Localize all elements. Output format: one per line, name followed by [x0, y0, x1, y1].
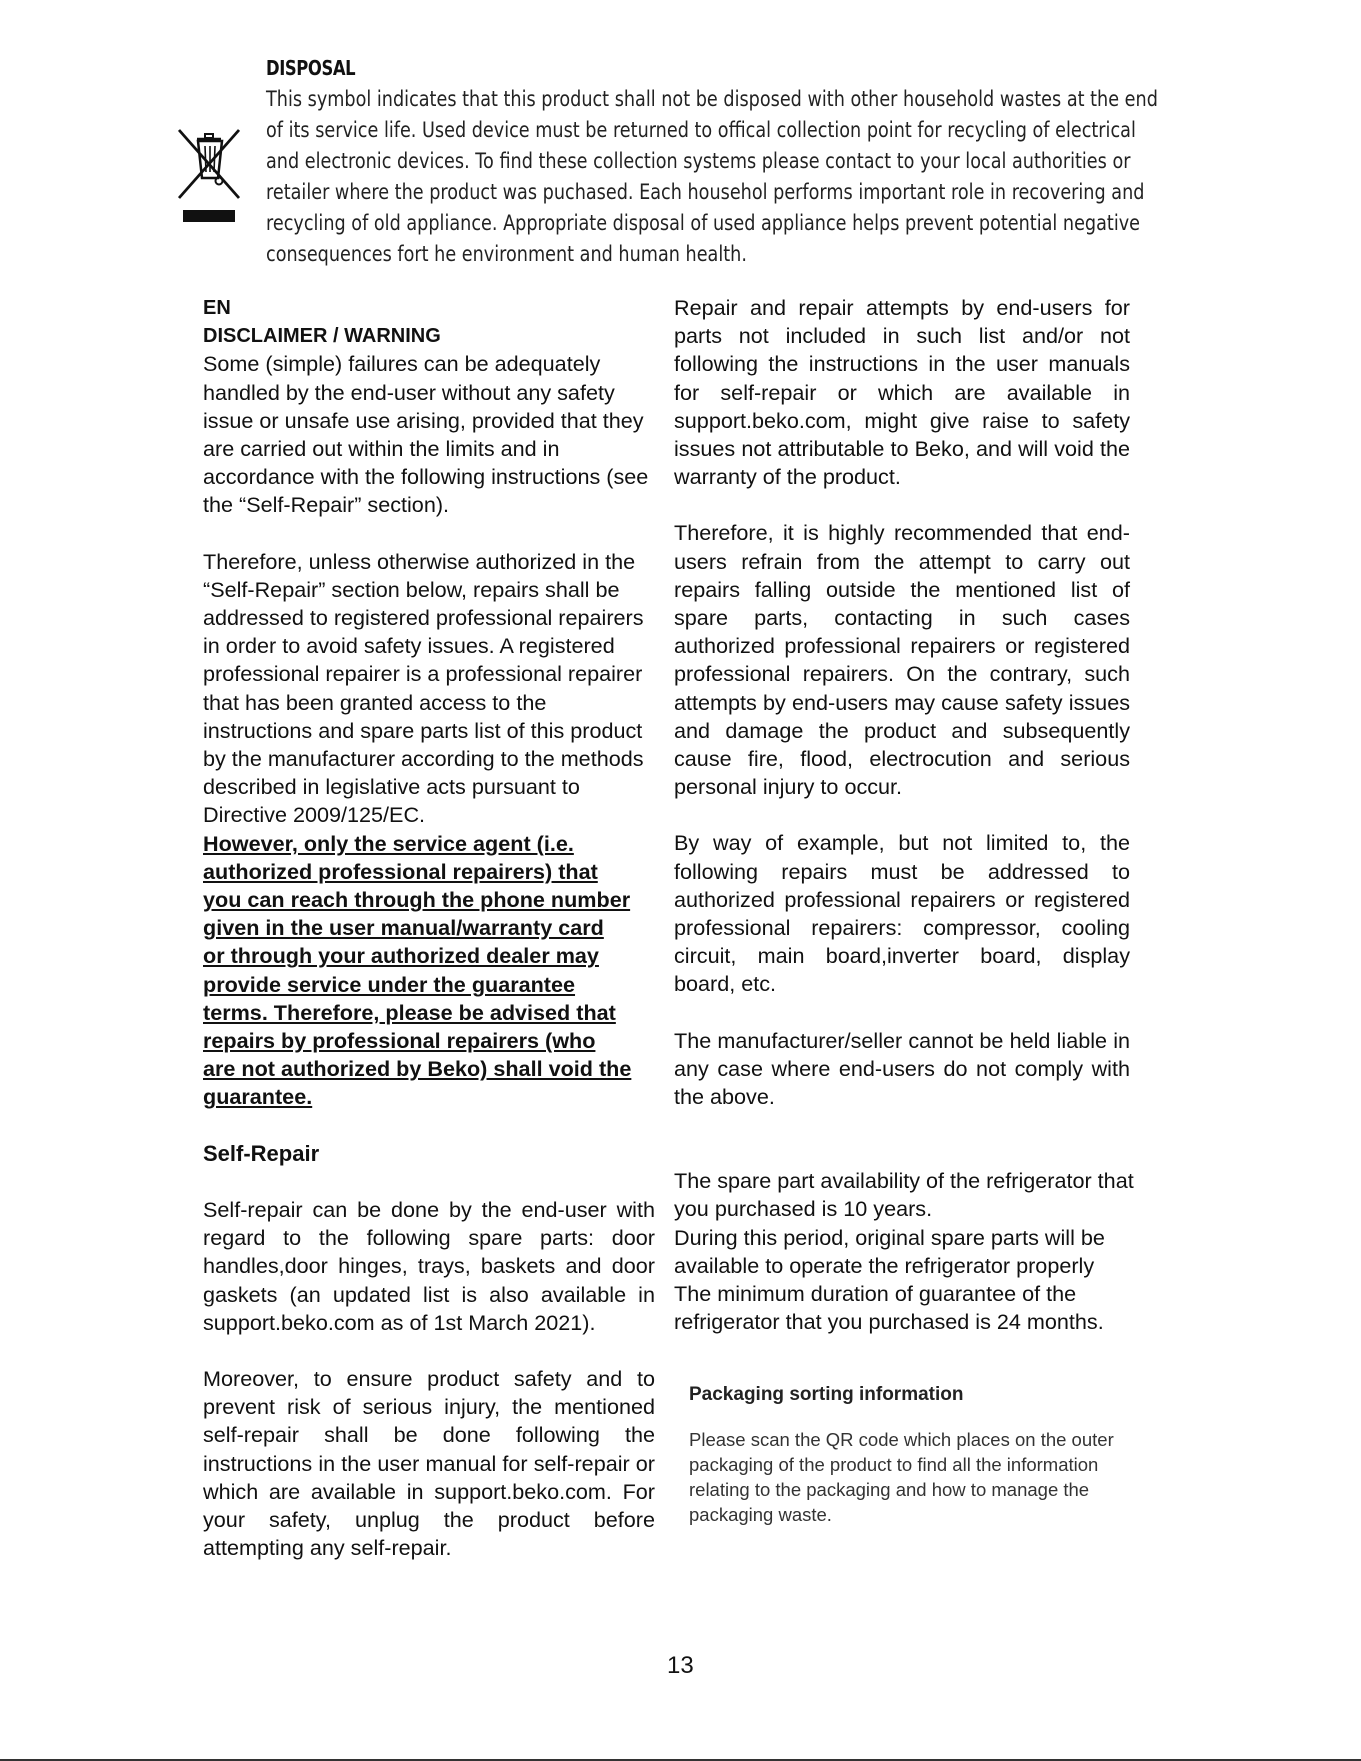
spare-part-line: refrigerator that you purchased is 24 months.: [674, 1309, 1104, 1335]
disposal-line: This symbol indicates that this product shall not be disposed with other household wastes at the end: [266, 87, 1158, 112]
disposal-line: retailer where the product was puchased. Each househol performs important role in recovering and: [266, 180, 1145, 205]
guarantee-warning-line: provide service under the guarantee: [203, 971, 576, 997]
disclaimer-title: DISCLAIMER / WARNING: [203, 325, 441, 348]
guarantee-warning: [203, 830, 655, 1112]
self-repair-paragraph-2: Moreover, to ensure product safety and to prevent risk of serious injury, the mentioned self-repair shall be done following the instructions in the user manual for self-repair or which are available in support.beko.com. For your safety, unplug the product before attempting any self-repair.: [203, 1365, 655, 1561]
self-repair-paragraph-1: Self-repair can be done by the end-user with regard to the following spare parts: door handles,door hinges, trays, baskets and door gaskets (an updated list is also available in support.beko.com as of 1st March 2021).: [203, 1196, 655, 1335]
disposal-line: recycling of old appliance. Appropriate disposal of used appliance helps prevent potential negative: [266, 211, 1141, 236]
disposal-line: and electronic devices. To find these collection systems please contact to your local authorities or: [266, 149, 1131, 174]
spare-part-line: The minimum duration of guarantee of the: [674, 1281, 1077, 1307]
language-label: EN: [203, 297, 231, 319]
disclaimer-paragraph-1: Some (simple) failures can be adequately handled by the end-user without any safety issue or unsafe use arising, provided that they are carried out within the limits and in accordance with the following instructions (see the “Self-Repair” section).: [203, 351, 649, 518]
guarantee-warning-line: However, only the service agent (i.e.: [203, 830, 574, 856]
crossed-out-wheelie-bin-icon: [175, 126, 245, 228]
disposal-text: [266, 84, 1158, 270]
packaging-line: packaging of the product to find all the information: [689, 1453, 1099, 1475]
guarantee-warning-line: are not authorized by Beko) shall void the: [203, 1056, 632, 1082]
liability-paragraph: The manufacturer/seller cannot be held liable in any case where end-users do not comply with the above.: [674, 1027, 1130, 1110]
guarantee-warning-line: authorized professional repairers) that: [203, 858, 598, 884]
example-repairs-paragraph: By way of example, but not limited to, the following repairs must be addressed to authorized professional repairers or registered professional repairers: compressor, cooling circuit, main board,inverter board, display board, etc.: [674, 830, 1130, 997]
page-number: 13: [667, 1652, 694, 1679]
packaging-line: packaging waste.: [689, 1503, 832, 1525]
packaging-title: Packaging sorting information: [689, 1383, 964, 1405]
disposal-line: of its service life. Used device must be returned to offical collection point for recycling of electrical: [266, 118, 1136, 143]
packaging-section: [674, 1383, 1130, 1527]
disposal-title: DISPOSAL: [266, 56, 356, 80]
packaging-line: relating to the packaging and how to manage the: [689, 1478, 1090, 1500]
disposal-line: consequences fort he environment and human health.: [266, 242, 747, 267]
packaging-line: Please scan the QR code which places on the outer: [689, 1428, 1114, 1450]
recommendation-paragraph: Therefore, it is highly recommended that end-users refrain from the attempt to carry out repairs falling outside the mentioned list of spare parts, contacting in such cases authorized professional repairers or registered professional repairers. On the contrary, such attempts by end-users may cause safety issues and damage the product and subsequently cause fire, flood, electrocution and serious personal injury to occur.: [674, 520, 1130, 800]
spare-part-line: During this period, original spare parts will be: [674, 1224, 1105, 1250]
guarantee-warning-line: given in the user manual/warranty card: [203, 915, 604, 941]
guarantee-warning-line: or through your authorized dealer may: [203, 943, 599, 969]
spare-part-line: you purchased is 10 years.: [674, 1196, 933, 1222]
spare-part-line: available to operate the refrigerator properly: [674, 1252, 1095, 1278]
packaging-text: [689, 1427, 1130, 1527]
self-repair-title: Self-Repair: [203, 1140, 320, 1166]
repair-attempts-paragraph: Repair and repair attempts by end-users for parts not included in such list and/or not following the instructions in the user manuals for self-repair or which are available in support.beko.com, might give raise to safety issues not attributable to Beko, and will void the warranty of the product.: [674, 295, 1130, 490]
right-column: [674, 294, 1134, 1527]
disclaimer-paragraph-2: Therefore, unless otherwise authorized in the “Self-Repair” section below, repairs shall be addressed to registered professional repairers in order to avoid safety issues. A registered professional repairer is a professional repairer that has been granted access to the instructions and spare parts list of this product by the manufacturer according to the methods described in legislative acts pursuant to Directive 2009/125/EC.: [203, 548, 644, 828]
guarantee-warning-line: guarantee.: [203, 1084, 313, 1110]
left-column: [203, 294, 655, 1562]
spare-part-paragraph: [674, 1167, 1134, 1336]
guarantee-warning-line: you can reach through the phone number: [203, 887, 631, 913]
guarantee-warning-line: terms. Therefore, please be advised that: [203, 999, 616, 1025]
spare-part-line: The spare part availability of the refrigerator that: [674, 1168, 1134, 1194]
guarantee-warning-line: repairs by professional repairers (who: [203, 1028, 596, 1054]
